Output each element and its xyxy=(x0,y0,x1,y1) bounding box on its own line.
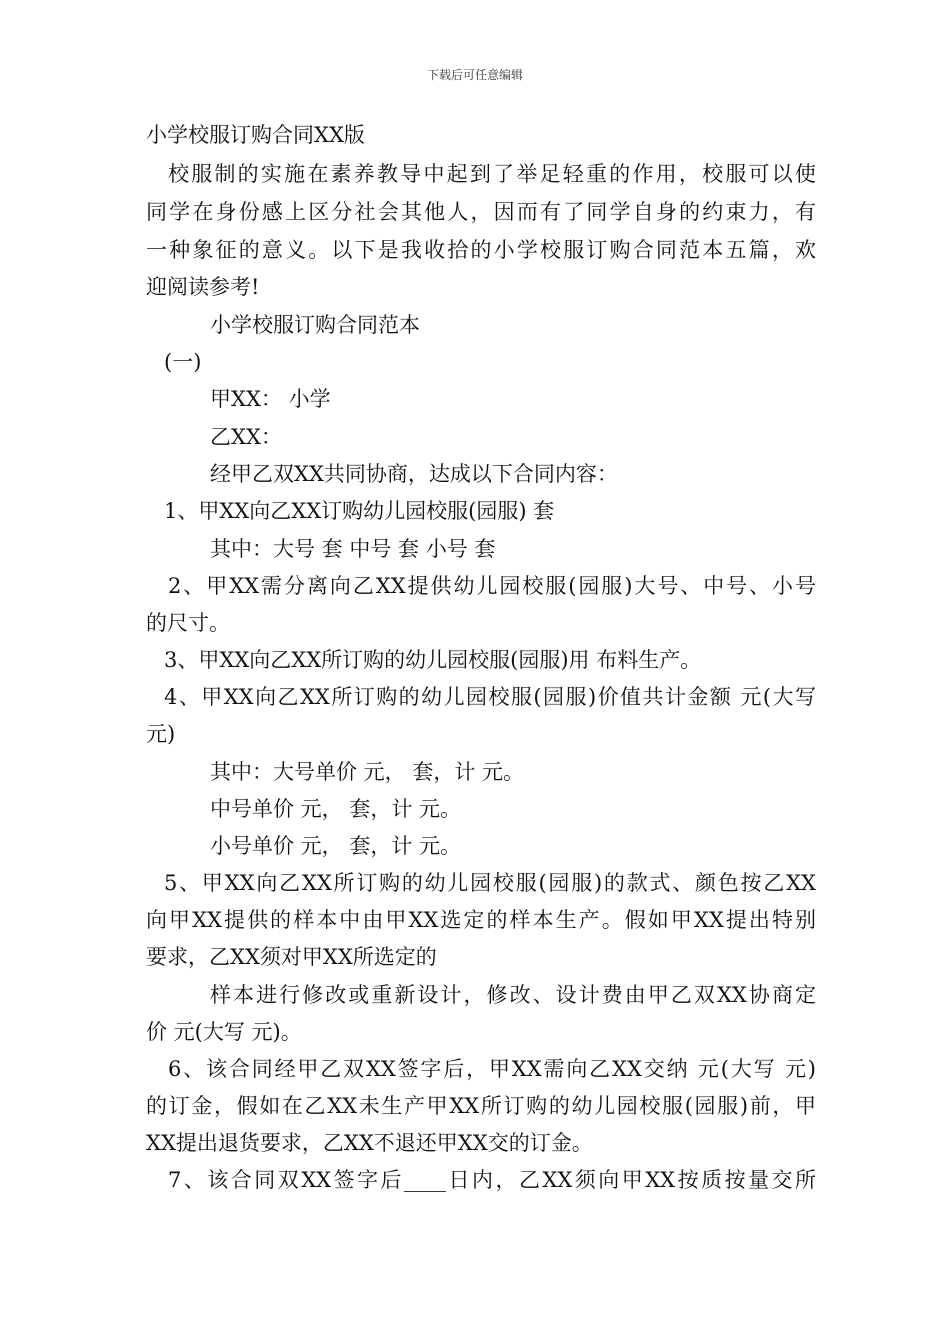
clause-1-detail: 其中：大号 套 中号 套 小号 套 xyxy=(210,537,496,561)
document-title: 小学校服订购合同XX版 xyxy=(146,123,365,147)
party-a: 甲XX： 小学 xyxy=(210,387,331,411)
clause-4-line-1: 4、甲XX向乙XX所订购的幼儿园校服(园服)价值共计金额 元(大写 xyxy=(164,685,816,709)
clause-2-line-2: 的尺寸。 xyxy=(146,611,230,635)
clause-5-line-2: 向甲XX提供的样本中由甲XX选定的样本生产。假如甲XX提出特别 xyxy=(146,908,816,932)
clause-1: 1、甲XX向乙XX订购幼儿园校服(园服) 套 xyxy=(164,499,555,523)
clause-5-line-3: 要求，乙XX须对甲XX所选定的 xyxy=(146,945,437,969)
section-number: (一) xyxy=(164,350,202,374)
clause-3: 3、甲XX向乙XX所订购的幼儿园校服(园服)用 布料生产。 xyxy=(164,648,702,672)
intro-line-4: 迎阅读参考! xyxy=(146,275,260,299)
section-title: 小学校服订购合同范本 xyxy=(210,313,420,337)
clause-5-cont-line-2: 价 元(大写 元)。 xyxy=(146,1020,302,1044)
page-header: 下载后可任意编辑 xyxy=(426,68,523,82)
clause-2-line-1: 2、甲XX需分离向乙XX提供幼儿园校服(园服)大号、中号、小号 xyxy=(168,574,816,598)
party-b: 乙XX： xyxy=(210,425,282,449)
intro-line-1: 校服制的实施在素养教导中起到了举足轻重的作用，校服可以使 xyxy=(168,162,816,186)
clause-7-line-1: 7、该合同双XX签字后____日内，乙XX须向甲XX按质按量交所 xyxy=(168,1168,816,1192)
clause-5-cont-line-1: 样本进行修改或重新设计，修改、设计费由甲乙双XX协商定 xyxy=(210,983,816,1007)
price-large: 其中：大号单价 元， 套，计 元。 xyxy=(210,760,525,784)
clause-5-line-1: 5、甲XX向乙XX所订购的幼儿园校服(园服)的款式、颜色按乙XX xyxy=(164,871,816,895)
intro-line-2: 同学在身份感上区分社会其他人，因而有了同学自身的约束力，有 xyxy=(146,200,816,224)
clause-6-line-2: 的订金，假如在乙XX未生产甲XX所订购的幼儿园校服(园服)前，甲 xyxy=(146,1094,816,1118)
clause-6-line-3: XX提出退货要求，乙XX不退还甲XX交的订金。 xyxy=(146,1131,593,1155)
intro-line-3: 一种象征的意义。以下是我收拾的小学校服订购合同范本五篇，欢 xyxy=(146,238,816,262)
price-small: 小号单价 元， 套，计 元。 xyxy=(210,834,462,858)
clause-4-line-2: 元) xyxy=(146,722,176,746)
clause-6-line-1: 6、该合同经甲乙双XX签字后，甲XX需向乙XX交纳 元(大写 元) xyxy=(168,1057,816,1081)
agreement-line: 经甲乙双XX共同协商，达成以下合同内容： xyxy=(210,462,618,486)
price-medium: 中号单价 元， 套，计 元。 xyxy=(210,797,462,821)
